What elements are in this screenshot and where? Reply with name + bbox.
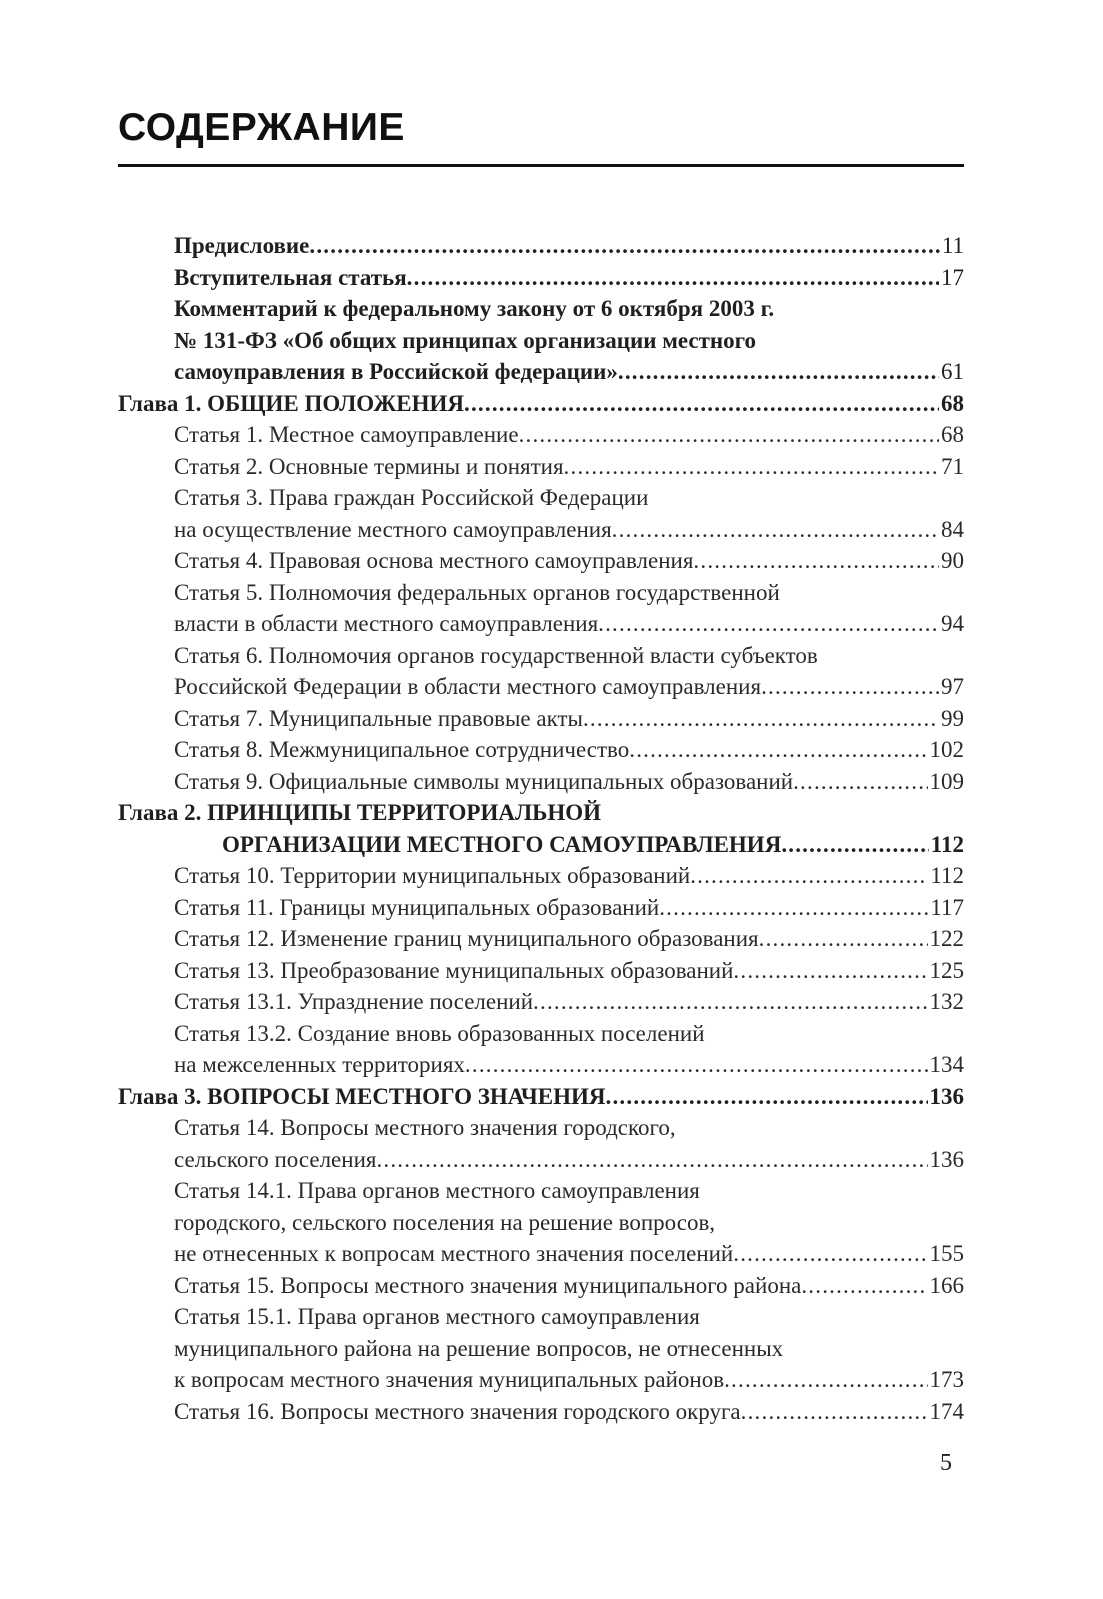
toc-entry-chapter bbox=[118, 388, 964, 420]
toc-page-number: 68 bbox=[941, 390, 964, 416]
dot-leader bbox=[309, 230, 939, 262]
toc-entry-article bbox=[118, 766, 964, 798]
toc-page-number: 84 bbox=[941, 516, 964, 542]
toc-entry-chapter bbox=[118, 797, 964, 860]
toc-entry-article bbox=[118, 1396, 964, 1428]
toc-page-number: 136 bbox=[929, 1083, 964, 1109]
toc-entry-article bbox=[118, 1301, 964, 1396]
toc-entry-text: Статья 13.1. Упразднение поселений bbox=[174, 989, 534, 1014]
toc-entry-article bbox=[118, 419, 964, 451]
toc-entry-article bbox=[118, 923, 964, 955]
toc-page-number: 99 bbox=[941, 705, 964, 731]
page-title: СОДЕРЖАНИЕ bbox=[118, 106, 405, 149]
dot-leader bbox=[801, 1270, 927, 1302]
dot-leader bbox=[465, 1049, 928, 1081]
toc-page-number: 125 bbox=[929, 957, 964, 983]
toc-entry-text: на осуществление местного самоуправления bbox=[174, 516, 612, 542]
toc-page-number: 174 bbox=[929, 1398, 964, 1424]
toc-entry-article bbox=[118, 703, 964, 735]
toc-entry-text: власти в области местного самоуправления bbox=[174, 611, 599, 636]
toc-entry-text: Статья 6. Полномочия органов государственной власти субъектов bbox=[174, 642, 818, 668]
dot-leader bbox=[741, 1396, 928, 1428]
toc-entry-front bbox=[118, 293, 964, 388]
toc-entry-text: Статья 13. Преобразование муниципальных образований bbox=[174, 957, 734, 983]
toc-entry-article bbox=[118, 986, 964, 1018]
toc-entry-text: Комментарий к федеральному закону от 6 октября 2003 г. bbox=[174, 296, 775, 321]
toc-entry-text: Статья 14. Вопросы местного значения городского, bbox=[174, 1115, 676, 1140]
toc-entry-text: Российской Федерации в области местного самоуправления bbox=[174, 674, 762, 699]
toc-page-number: 109 bbox=[929, 768, 964, 794]
toc-entry-text: Статья 10. Территории муниципальных образований bbox=[174, 863, 691, 888]
dot-leader bbox=[598, 608, 939, 640]
dot-leader bbox=[724, 1364, 927, 1396]
dot-leader bbox=[606, 1081, 928, 1113]
toc-page-number: 68 bbox=[941, 422, 964, 447]
toc-entry-text: Статья 11. Границы муниципальных образований bbox=[174, 894, 660, 920]
toc-entry-text: Статья 13.2. Создание вновь образованных поселений bbox=[174, 1020, 705, 1046]
toc-entry-article bbox=[118, 577, 964, 640]
toc-page-number: 97 bbox=[941, 674, 964, 699]
toc-entry-text: Статья 1. Местное самоуправление bbox=[174, 422, 519, 447]
toc-entry-text: сельского поселения bbox=[174, 1146, 377, 1172]
toc-entry-text: Статья 2. Основные термины и понятия bbox=[174, 453, 564, 479]
toc-entry-article bbox=[118, 1270, 964, 1302]
toc-entry-text: Статья 16. Вопросы местного значения городского округа bbox=[174, 1398, 741, 1424]
dot-leader bbox=[407, 262, 939, 294]
dot-leader bbox=[629, 734, 927, 766]
toc-page-number: 117 bbox=[930, 894, 964, 920]
toc-page-number: 112 bbox=[930, 863, 964, 888]
title-rule bbox=[118, 164, 964, 167]
toc-entry-article bbox=[118, 1018, 964, 1081]
toc-entry-text: не отнесенных к вопросам местного значения поселений bbox=[174, 1241, 734, 1266]
toc-entry-article bbox=[118, 734, 964, 766]
toc-entry-article bbox=[118, 860, 964, 892]
toc-entry-article bbox=[118, 1175, 964, 1270]
toc-entry-front bbox=[118, 262, 964, 294]
toc-entry-text: на межселенных территориях bbox=[174, 1052, 465, 1077]
toc-entry-text: городского, сельского поселения на решение вопросов, bbox=[174, 1209, 716, 1235]
toc-entry-text: Статья 9. Официальные символы муниципальных образований bbox=[174, 768, 794, 794]
dot-leader bbox=[519, 419, 939, 451]
dot-leader bbox=[733, 1238, 927, 1270]
toc-entry-text: Статья 8. Межмуниципальное сотрудничество bbox=[174, 737, 630, 762]
toc-page-number: 94 bbox=[941, 611, 964, 636]
toc-entry-text: Статья 3. Права граждан Российской Федерации bbox=[174, 485, 649, 510]
toc-entry-text: Статья 14.1. Права органов местного самоуправления bbox=[174, 1178, 700, 1203]
dot-leader bbox=[618, 356, 939, 388]
toc-entry-text: Вступительная статья bbox=[174, 264, 407, 290]
dot-leader bbox=[761, 671, 939, 703]
toc-page-number: 136 bbox=[929, 1146, 964, 1172]
toc-page-number: 11 bbox=[941, 233, 964, 258]
dot-leader bbox=[733, 955, 927, 987]
toc-page-number: 17 bbox=[941, 264, 964, 290]
toc-entry-text: Статья 12. Изменение границ муниципального образования bbox=[174, 926, 759, 951]
dot-leader bbox=[533, 986, 927, 1018]
toc-entry-article bbox=[118, 1112, 964, 1175]
table-of-contents bbox=[118, 230, 964, 1427]
dot-leader bbox=[376, 1144, 927, 1176]
toc-page-number: 90 bbox=[941, 548, 964, 573]
toc-entry-text: № 131-ФЗ «Об общих принципах организации местного bbox=[174, 327, 757, 353]
toc-page-number: 173 bbox=[929, 1367, 964, 1392]
toc-entry-text: Статья 4. Правовая основа местного самоуправления bbox=[174, 548, 694, 573]
dot-leader bbox=[690, 860, 928, 892]
toc-entry-text: Глава 2. ПРИНЦИПЫ ТЕРРИТОРИАЛЬНОЙ bbox=[118, 800, 601, 825]
toc-entry-text: Статья 7. Муниципальные правовые акты bbox=[174, 705, 583, 731]
toc-page-number: 61 bbox=[941, 359, 964, 384]
page-number: 5 bbox=[940, 1450, 952, 1476]
toc-entry-article bbox=[118, 451, 964, 483]
dot-leader bbox=[583, 703, 939, 735]
toc-entry-text: самоуправления в Российской федерации» bbox=[174, 359, 618, 384]
dot-leader bbox=[693, 545, 939, 577]
toc-page-number: 112 bbox=[930, 831, 964, 857]
toc-entry-text: Статья 15.1. Права органов местного самоуправления bbox=[174, 1304, 700, 1329]
toc-entry-article bbox=[118, 892, 964, 924]
dot-leader bbox=[793, 766, 927, 798]
toc-page-number: 122 bbox=[929, 926, 964, 951]
dot-leader bbox=[612, 514, 939, 546]
toc-entry-article bbox=[118, 640, 964, 703]
toc-page-number: 132 bbox=[929, 989, 964, 1014]
dot-leader bbox=[564, 451, 939, 483]
dot-leader bbox=[781, 829, 928, 861]
toc-page-number: 166 bbox=[929, 1272, 964, 1298]
toc-page-number: 134 bbox=[929, 1052, 964, 1077]
dot-leader bbox=[464, 388, 939, 420]
toc-entry-text: Статья 5. Полномочия федеральных органов государственной bbox=[174, 579, 780, 605]
toc-entry-text: Статья 15. Вопросы местного значения муниципального района bbox=[174, 1272, 802, 1298]
toc-entry-article bbox=[118, 545, 964, 577]
dot-leader bbox=[759, 923, 928, 955]
toc-entry-text: Глава 1. ОБЩИЕ ПОЛОЖЕНИЯ bbox=[118, 390, 465, 416]
toc-page-number: 155 bbox=[929, 1241, 964, 1266]
toc-entry-chapter bbox=[118, 1081, 964, 1113]
toc-page-number: 71 bbox=[941, 453, 964, 479]
dot-leader bbox=[659, 892, 928, 924]
toc-entry-text: Глава 3. ВОПРОСЫ МЕСТНОГО ЗНАЧЕНИЯ bbox=[118, 1083, 606, 1109]
toc-entry-text: муниципального района на решение вопросов, не отнесенных bbox=[174, 1335, 784, 1361]
toc-entry-front bbox=[118, 230, 964, 262]
toc-entry-text: к вопросам местного значения муниципальных районов bbox=[174, 1367, 725, 1392]
toc-page-number: 102 bbox=[929, 737, 964, 762]
toc-entry-text: Предисловие bbox=[174, 233, 310, 258]
toc-entry-text: ОРГАНИЗАЦИИ МЕСТНОГО САМОУПРАВЛЕНИЯ bbox=[222, 831, 782, 857]
toc-entry-article bbox=[118, 955, 964, 987]
toc-entry-article bbox=[118, 482, 964, 545]
